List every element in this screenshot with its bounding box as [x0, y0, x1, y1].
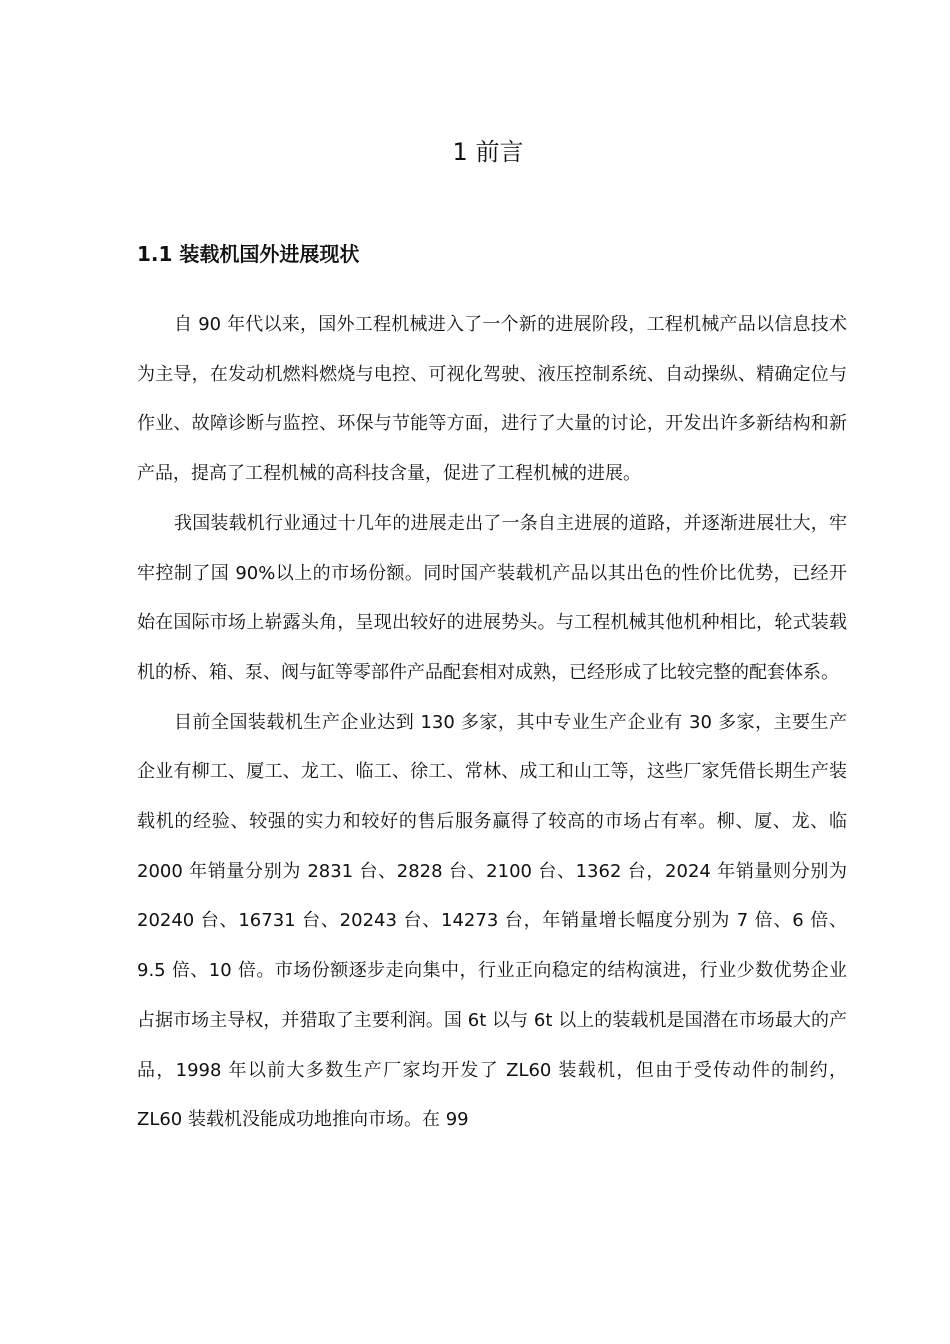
paragraph: 我国装载机行业通过十几年的进展走出了一条自主进展的道路，并逐渐进展壮大，牢牢控制了国 90%以上的市场份额。同时国产装载机产品以其出色的性价比优势，已经开始在国际市场上崭露头角，呈现出较好的进展势头。与工程机械其他机种相比，轮式装载机的桥、箱、泵、阀与缸等零部件产品配套相对成熟，已经形成了比较完整的配套体系。 [137, 512, 847, 683]
chapter-title: 1 前言 [452, 138, 524, 166]
paragraph: 目前全国装载机生产企业达到 130 多家，其中专业生产企业有 30 多家，主要生产企业有柳工、厦工、龙工、临工、徐工、常林、成工和山工等，这些厂家凭借长期生产装载机的经验、较强的实力和较好的售后服务赢得了较高的市场占有率。柳、厦、龙、临 2000 年销量分别为 2831 台、2828 台、2100 台、1362 台，2024 年销量则分别为 20240 台、16731 台、20243 台、14273 台，年销量增长幅度分别为 7 倍、6 倍、9.5 倍、10 倍。市场份额逐步走向集中，行业正向稳定的结构演进，行业少数优势企业占据市场主导权，并猎取了主要利润。国 6t 以与 6t 以上的装载机是国潜在市场最大的产品，1998 年以前大多数生产厂家均开发了 ZL60 装载机，但由于受传动件的制约，ZL60 装载机没能成功地推向市场。在 99 [137, 711, 847, 1131]
body-text [137, 300, 847, 1145]
paragraph: 自 90 年代以来，国外工程机械进入了一个新的进展阶段，工程机械产品以信息技术为主导，在发动机燃料燃烧与电控、可视化驾驶、液压控制系统、自动操纵、精确定位与作业、故障诊断与监控、环保与节能等方面，进行了大量的讨论，开发出许多新结构和新产品，提高了工程机械的高科技含量，促进了工程机械的进展。 [137, 314, 847, 485]
section-title: 1.1 装载机国外进展现状 [137, 242, 360, 266]
